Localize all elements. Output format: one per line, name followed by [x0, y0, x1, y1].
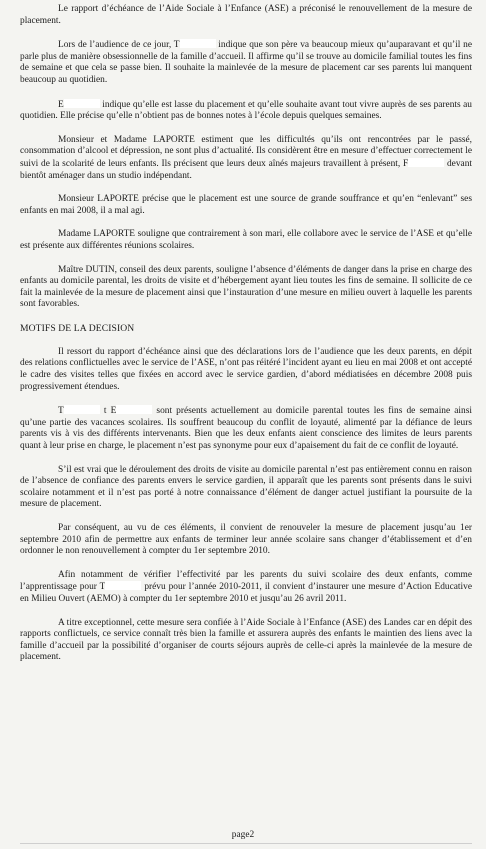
- paragraph-ase-landes: A titre exceptionnel, cette mesure sera confiée à l’Aide Sociale à l’Enfance (ASE) des Landes car en dépit des rapports conflictuels, ce service connaît très bien la famille et assurera auprès des enfants le maintien des liens avec la famille d’accueil par la possibilité d’organiser de courts séjours auprès de celle-ci après la mainlevée de la mesure de placement.: [20, 617, 472, 663]
- redacted-name: [105, 581, 141, 590]
- paragraph-lawyer-statement: Maître DUTIN, conseil des deux parents, souligne l’absence d’éléments de danger dans la prise en charge des enfants au domicile parental, les droits de visite et d’hébergement ayant lieu toutes les fins de semaine. Il sollicite de ce fait la mainlevée de la mesure de placement ainsi que l’instauration d’une mesure en milieu ouvert à laquelle les parents sont favorables.: [20, 264, 472, 310]
- paragraph-report-findings: Il ressort du rapport d’échéance ainsi que des déclarations lors de l’audience que les deux parents, en dépit des relations conflictuelles avec le service de l’ASE, n’ont pas réitéré l’incident ayant eu lieu en mai 2008 et ont accepté le cadre des visites telles que fixées en accord avec le service gardien, d’abord médiatisées en décembre 2008 puis progressivement étendues.: [20, 346, 472, 392]
- footer-divider: [20, 843, 472, 844]
- paragraph-children-presence: T t E sont présents actuellement au domicile parental toutes les fins de semaine ainsi qu’une partie des vacances scolaires. Ils souffrent beaucoup du conflit de loyauté, alimenté par la défiance de leurs parents vis à vis des différents intervenants. Bien que les deux enfants aient conscience des limites de leurs parents quant à leur prise en charge, le placement n’est pas synonyme pour eux d’apaisement du fait de ce conflit de loyauté.: [20, 406, 472, 452]
- paragraph-parents-statement: Monsieur et Madame LAPORTE estiment que les difficultés qu’ils ont rencontrées par le passé, consommation d’alcool et dépression, ne sont plus d’actualité. Ils considèrent être en mesure d’effectuer correctement le suivi de la scolarité de leurs enfants. Ils précisent que leurs deux aînés majeurs travaillent à présent, F devant bientôt aménager dans un studio indépendant.: [20, 134, 472, 181]
- paragraph-father-statement: Monsieur LAPORTE précise que le placement est une source de grande souffrance et qu’en “enlevant” ses enfants en mai 2008, il a mal agi.: [20, 194, 472, 216]
- section-heading-motifs: MOTIFS DE LA DECISION: [20, 322, 135, 334]
- paragraph-child-e-statement: E indique qu’elle est lasse du placement et qu’elle souhaite avant tout vivre auprès de ses parents au quotidien. Elle précise qu’elle n’obtient pas de bonnes notes à l’école depuis quelques semaines.: [20, 99, 472, 122]
- redacted-name: [116, 405, 152, 414]
- paragraph-aemo-measure: Afin notamment de vérifier l’effectivité par les parents du suivi scolaire des deux enfants, comme l’apprentissage pour T prévu pour l’année 2010-2011, il convient d’instaurer une mesure d’Action Educative en Milieu Ouvert (AEMO) à compter du 1er septembre 2010 et jusqu’au 26 avril 2011.: [20, 569, 472, 604]
- page-number: page2: [231, 830, 255, 840]
- paragraph-ase-report: Le rapport d’échéance de l’Aide Sociale à l’Enfance (ASE) a préconisé le renouvellement de la mesure de placement.: [20, 4, 472, 26]
- redacted-name: [64, 99, 100, 108]
- redacted-name: [180, 39, 216, 48]
- redacted-name: [408, 158, 444, 167]
- paragraph-mother-statement: Madame LAPORTE souligne que contrairement à son mari, elle collabore avec le service de l’ASE et qu’elle est présente aux différentes réunions scolaires.: [20, 229, 472, 251]
- paragraph-child-t-statement: Lors de l’audience de ce jour, T indique que son père va beaucoup mieux qu’auparavant et qu’il ne parle plus de manière obsessionnelle de la famille d’accueil. Il affirme qu’il se trouve au domicile familial toutes les fins de semaine et que cela se passe bien. Il souhaite la mainlevée de la mesure de placement car ses parents lui manquent beaucoup au quotidien.: [20, 40, 473, 85]
- paragraph-renewal-decision: Par conséquent, au vu de ces éléments, il convient de renouveler la mesure de placement jusqu’au 1er septembre 2010 afin de permettre aux enfants de terminer leur année scolaire sans changer d’établissement et d’en ordonner le non renouvellement à compter du 1er septembre 2010.: [20, 523, 472, 557]
- redacted-name: [64, 405, 100, 414]
- paragraph-visit-rights: S’il est vrai que le déroulement des droits de visite au domicile parental n’est pas entièrement connu en raison de l’absence de confiance des parents envers le service gardien, il apparaît que les parents sont présents dans le suivi scolaire notamment et il n’est pas porté à notre connaissance d’élément de danger actuel justifiant la poursuite de la mesure de placement.: [20, 464, 472, 510]
